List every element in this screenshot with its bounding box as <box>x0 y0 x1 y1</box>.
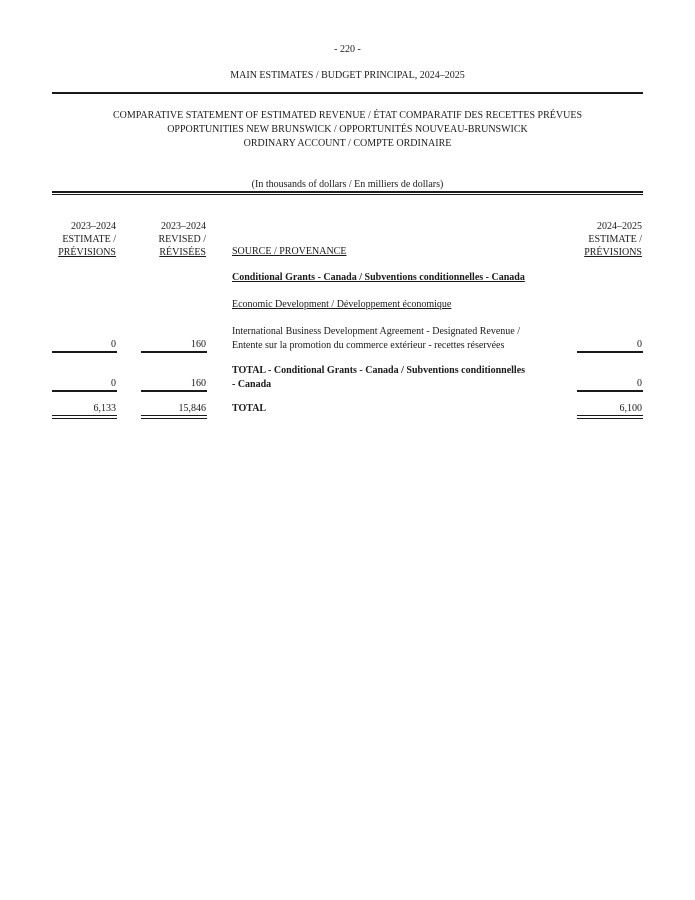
row-rule-col1 <box>52 351 117 353</box>
total-rule-col4-bottom <box>577 418 643 419</box>
subtotal-estimate-2023: 0 <box>111 378 116 389</box>
subtotal-estimate-2024: 0 <box>637 378 642 389</box>
units-rule-bottom <box>52 194 643 195</box>
total-estimate-2023: 6,133 <box>93 403 116 414</box>
subtotal-rule-col4 <box>577 390 643 392</box>
col4-year: 2024–2025 <box>597 221 642 232</box>
col4-label-fr: PRÉVISIONS <box>584 247 642 258</box>
subtotal-label <box>232 364 552 392</box>
col1-year: 2023–2024 <box>71 221 116 232</box>
column-header-estimate-2024 <box>560 220 642 259</box>
subtotal-rule-col2 <box>141 390 207 392</box>
subtotal-label-line-2: - Canada <box>232 379 272 390</box>
table-row-label <box>232 325 552 353</box>
total-rule-col1-bottom <box>52 418 117 419</box>
account-title: ORDINARY ACCOUNT / COMPTE ORDINAIRE <box>243 138 452 149</box>
col2-year: 2023–2024 <box>161 221 206 232</box>
subsection-heading: Economic Development / Développement économique <box>232 299 452 310</box>
col1-label-fr: PRÉVISIONS <box>58 247 116 258</box>
total-rule-col4-top <box>577 415 643 416</box>
page-number: - 220 - <box>334 44 361 55</box>
col2-label-fr: RÉVISÉES <box>159 247 206 258</box>
row-rule-col4 <box>577 351 643 353</box>
units-note: (In thousands of dollars / En milliers de dollars) <box>251 179 444 190</box>
row-estimate-2024: 0 <box>637 339 642 350</box>
units-rule-top <box>52 191 643 193</box>
column-header-revised-2023 <box>130 220 206 259</box>
row-label-line-1: International Business Development Agreement - Designated Revenue / <box>232 326 520 337</box>
subtotal-rule-col1 <box>52 390 117 392</box>
column-header-estimate-2023 <box>40 220 116 259</box>
col2-label: REVISED / <box>158 234 206 245</box>
total-rule-col1-top <box>52 415 117 416</box>
section-heading: Conditional Grants - Canada / Subventions conditionnelles - Canada <box>232 272 525 283</box>
header-rule <box>52 92 643 94</box>
col1-label: ESTIMATE / <box>62 234 116 245</box>
subtotal-label-line-1: TOTAL - Conditional Grants - Canada / Subventions conditionnelles <box>232 365 526 376</box>
col4-label: ESTIMATE / <box>588 234 642 245</box>
running-header: MAIN ESTIMATES / BUDGET PRINCIPAL, 2024–2025 <box>230 70 465 81</box>
total-rule-col2-top <box>141 415 207 416</box>
subtotal-revised-2023: 160 <box>191 378 206 389</box>
department-title: OPPORTUNITIES NEW BRUNSWICK / OPPORTUNITÉS NOUVEAU-BRUNSWICK <box>167 124 528 135</box>
row-label-line-2: Entente sur la promotion du commerce extérieur - recettes réservées <box>232 340 505 351</box>
row-estimate-2023: 0 <box>111 339 116 350</box>
statement-title: COMPARATIVE STATEMENT OF ESTIMATED REVENUE / ÉTAT COMPARATIF DES RECETTES PRÉVUES <box>113 110 582 121</box>
column-header-source: SOURCE / PROVENANCE <box>232 246 347 257</box>
total-rule-col2-bottom <box>141 418 207 419</box>
row-revised-2023: 160 <box>191 339 206 350</box>
total-revised-2023: 15,846 <box>178 403 206 414</box>
row-rule-col2 <box>141 351 207 353</box>
total-label: TOTAL <box>232 403 267 414</box>
total-estimate-2024: 6,100 <box>619 403 642 414</box>
